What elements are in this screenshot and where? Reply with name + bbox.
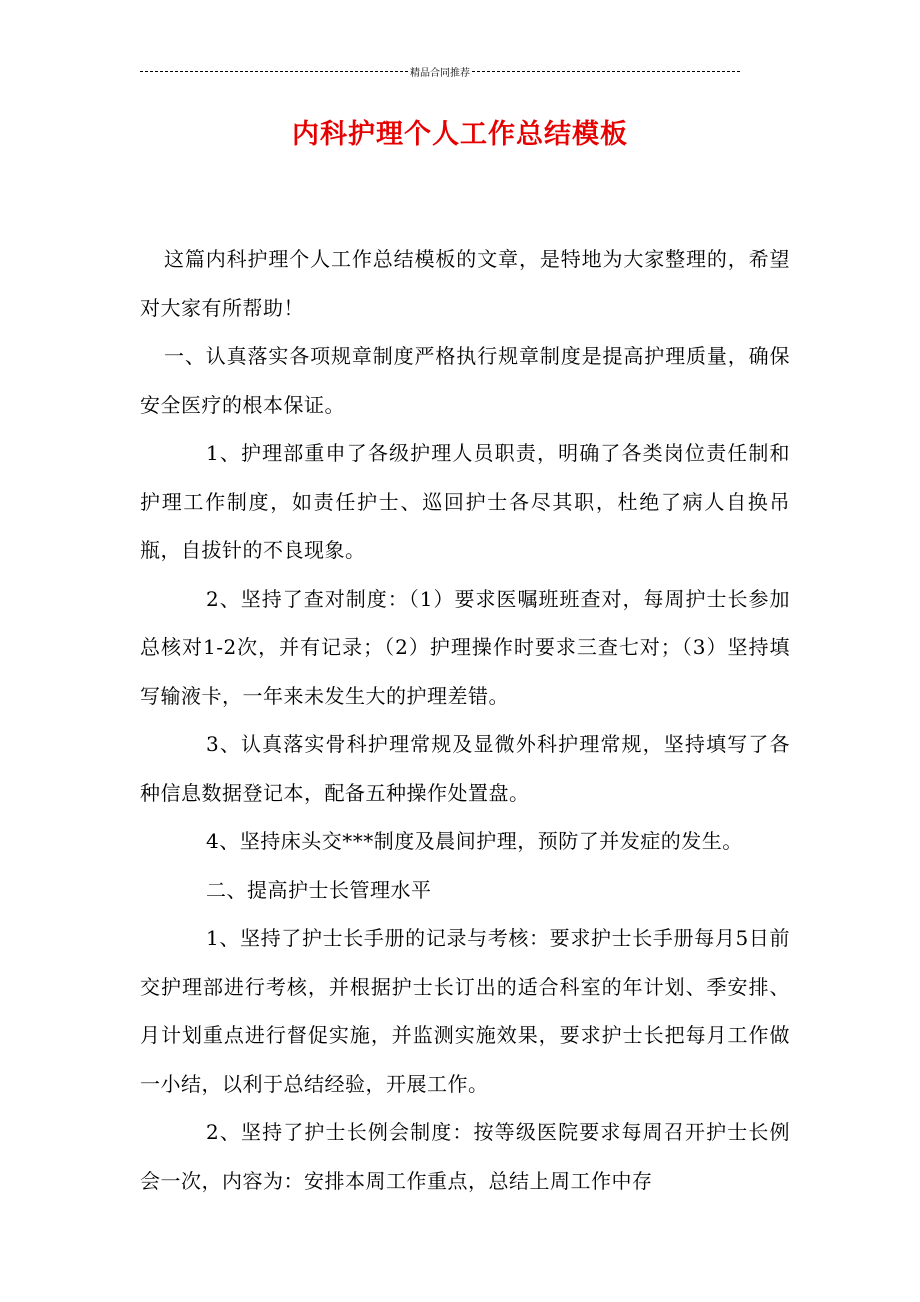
paragraph-section-1-heading: 一、认真落实各项规章制度严格执行规章制度是提高护理质量，确保安全医疗的根本保证。 (140, 344, 790, 417)
paragraph-2-2: 2、坚持了护士长例会制度：按等级医院要求每周召开护士长例会一次，内容为：安排本周工作重点，总结上周工作中存 (140, 1120, 790, 1193)
document-title: 内科护理个人工作总结模板 (292, 119, 628, 150)
document-body (140, 235, 790, 1205)
paragraph-2-1: 1、坚持了护士长手册的记录与考核：要求护士长手册每月5日前交护理部进行考核，并根据护士长订出的适合科室的年计划、季安排、月计划重点进行督促实施，并监测实施效果，要求护士长把每月工作做一小结，以利于总结经验，开展工作。 (140, 926, 790, 1096)
header-dash-left (140, 71, 408, 72)
paragraph-1-1: 1、护理部重申了各级护理人员职责，明确了各类岗位责任制和护理工作制度，如责任护士、巡回护士各尽其职，杜绝了病人自换吊瓶，自拔针的不良现象。 (140, 441, 790, 562)
header-label: 精品合同推荐 (410, 68, 470, 79)
paragraph-intro: 这篇内科护理个人工作总结模板的文章，是特地为大家整理的，希望对大家有所帮助！ (140, 247, 790, 320)
paragraph-section-2-heading: 二、提高护士长管理水平 (206, 877, 432, 902)
header-dash-right (472, 71, 740, 72)
paragraph-1-4: 4、坚持床头交***制度及晨间护理，预防了并发症的发生。 (206, 829, 743, 853)
paragraph-1-3: 3、认真落实骨科护理常规及显微外科护理常规，坚持填写了各种信息数据登记本，配备五种操作处置盘。 (140, 732, 790, 805)
header-rule (140, 64, 740, 79)
paragraph-1-2: 2、坚持了查对制度：（1）要求医嘱班班查对，每周护士长参加总核对1-2次，并有记录；（2）护理操作时要求三查七对；（3）坚持填写输液卡，一年来未发生大的护理差错。 (140, 586, 790, 708)
